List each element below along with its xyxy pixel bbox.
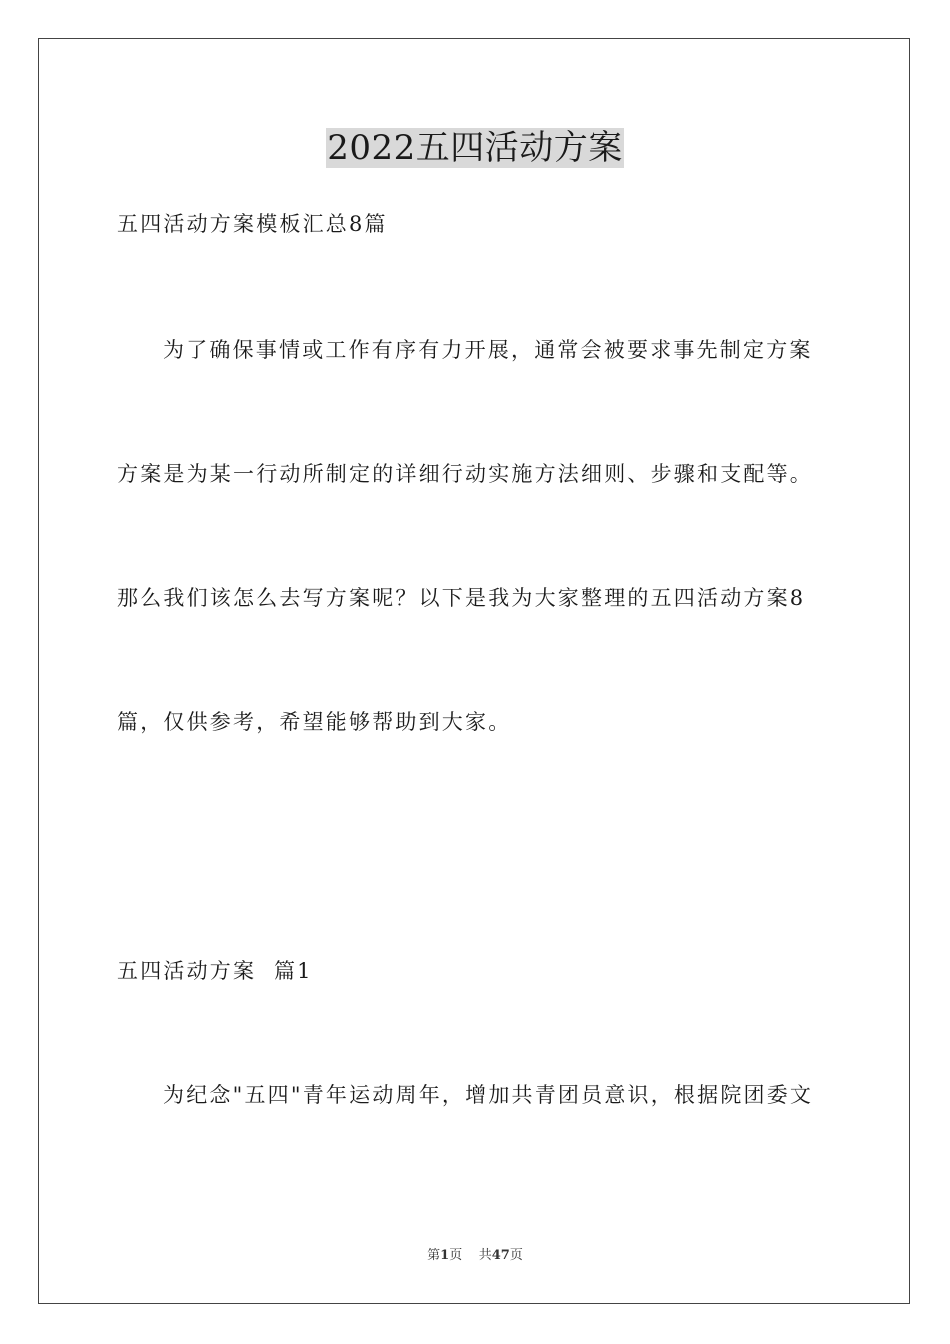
page-footer <box>0 1247 950 1265</box>
footer-page-prefix: 第 <box>427 1248 441 1263</box>
section-heading: 五四活动方案 篇1 <box>117 959 313 983</box>
document-title-text: 2022五四活动方案 <box>327 128 623 168</box>
footer-page-number: 1 <box>440 1248 450 1263</box>
footer-total-pages: 47 <box>491 1248 510 1263</box>
intro-line-3: 那么我们该怎么去写方案呢？以下是我为大家整理的五四活动方案8 <box>117 586 806 610</box>
section-paragraph-line-1: 为纪念"五四"青年运动周年，增加共青团员意识，根据院团委文 <box>163 1083 814 1107</box>
footer-total-prefix: 共 <box>478 1248 492 1263</box>
document-title <box>0 126 950 170</box>
footer-page-suffix: 页 <box>449 1248 463 1263</box>
document-subtitle: 五四活动方案模板汇总8篇 <box>117 212 388 236</box>
footer-total-suffix: 页 <box>509 1248 523 1263</box>
intro-line-1: 为了确保事情或工作有序有力开展，通常会被要求事先制定方案 <box>163 338 813 362</box>
intro-line-2: 方案是为某一行动所制定的详细行动实施方法细则、步骤和支配等。 <box>117 462 813 486</box>
intro-line-4: 篇，仅供参考，希望能够帮助到大家。 <box>117 710 512 734</box>
